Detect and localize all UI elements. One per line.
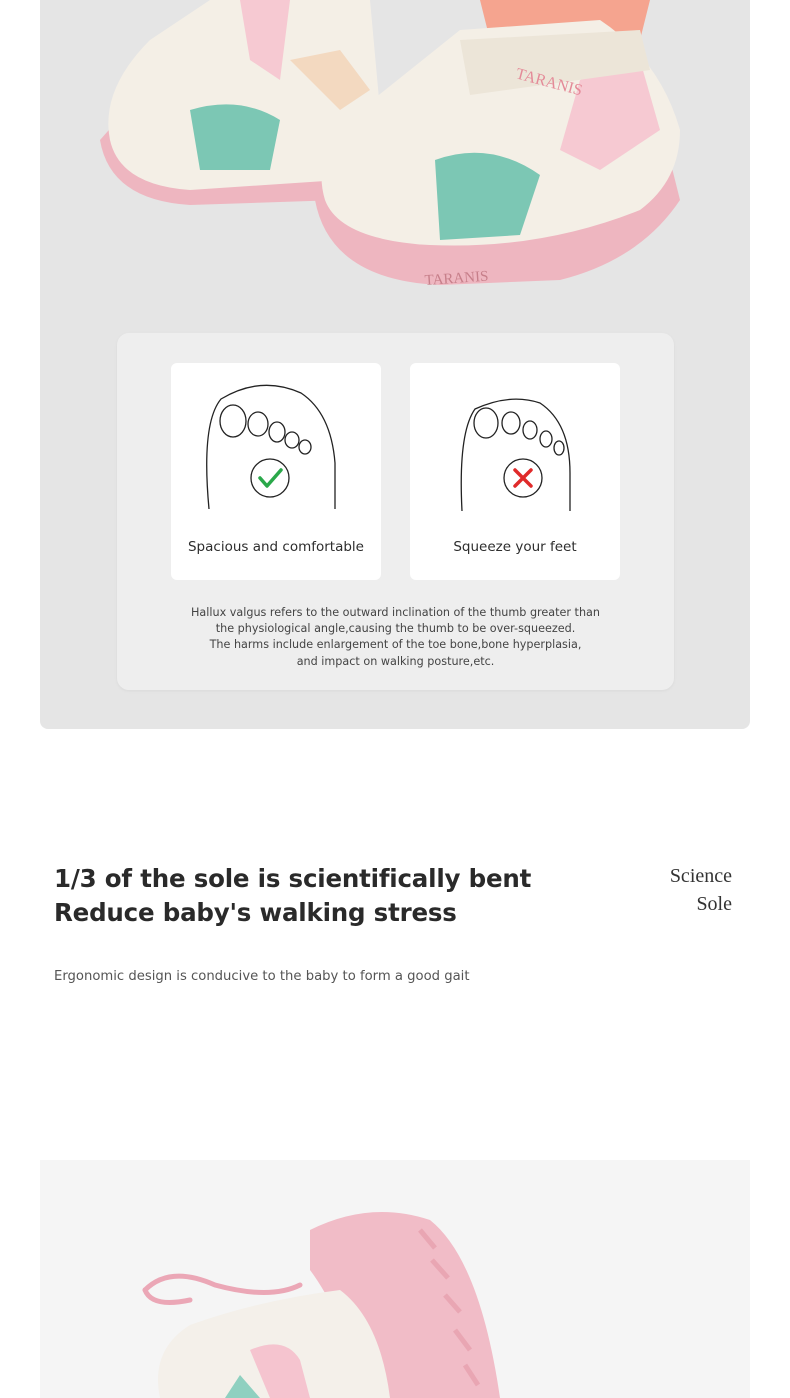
- description-line: Hallux valgus refers to the outward inclination of the thumb greater than: [191, 606, 600, 619]
- side-label-line-1: Science: [669, 865, 732, 887]
- brand-tongue-text: TARANIS: [513, 65, 585, 100]
- description-line: and impact on walking posture,etc.: [296, 654, 495, 668]
- headline-line-1: 1/3 of the sole is scientifically bent: [54, 864, 532, 893]
- shoe-sole-photo: [40, 1160, 750, 1398]
- feature-headline: [54, 862, 614, 930]
- bad-caption: Squeeze your feet: [453, 539, 577, 555]
- science-sole-label: [670, 862, 732, 918]
- brand-sole-text: TARANIS: [424, 268, 489, 289]
- hallux-info-card: [117, 333, 674, 690]
- feature-subtext: Ergonomic design is conducive to the baby to form a good gait: [54, 969, 470, 984]
- shoes-photo: [40, 0, 750, 330]
- description-line: The harms include enlargement of the toe bone,bone hyperplasia,: [209, 638, 582, 652]
- side-label-line-2: Sole: [696, 893, 732, 915]
- product-photo-panel: [40, 0, 750, 729]
- foot-card-spacious: [171, 363, 381, 580]
- sole-photo-panel: [40, 1160, 750, 1398]
- description-line: the physiological angle,causing the thumb to be over-squeezed.: [215, 622, 576, 636]
- hallux-description: [137, 605, 654, 670]
- headline-line-2: Reduce baby's walking stress: [54, 898, 457, 927]
- good-caption: Spacious and comfortable: [187, 539, 364, 555]
- foot-card-squeeze: [410, 363, 620, 580]
